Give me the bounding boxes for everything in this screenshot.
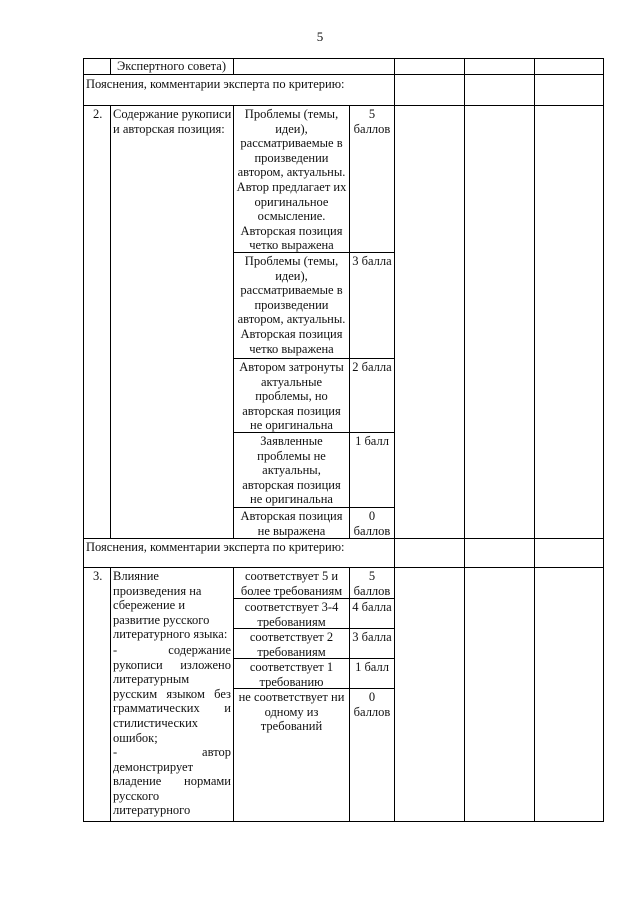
- level-description: не соответствует ни одному из требований: [238, 690, 345, 734]
- vline: [110, 58, 111, 75]
- level-description: Авторская позиция не выражена: [240, 509, 343, 538]
- requirement-item: - автор демонстрирует владение нормами русского литературного: [113, 745, 231, 818]
- level-score: 0 баллов: [353, 690, 391, 719]
- vline: [464, 58, 465, 822]
- criterion-title: Влияние произведения на сбережение и развитие русского литературного языка:: [113, 569, 228, 642]
- criterion-tail: Экспертного совета): [117, 59, 226, 73]
- criterion-title: Содержание рукописи и авторская позиция:: [113, 107, 232, 136]
- criterion-number: 2.: [93, 107, 103, 121]
- level-description: Проблемы (темы, идеи), рассматриваемые в произведении автором, актуальны. Автор предлагает их оригинальное осмысление. Авторская позиция четко выражена: [236, 107, 347, 253]
- level-score: 1 балл: [355, 660, 389, 674]
- comment-label: Пояснения, комментарии эксперта по критерию:: [86, 540, 345, 554]
- level-description: Проблемы (темы, идеи), рассматриваемые в произведении автором, актуальны. Авторская позиция четко выражена: [237, 254, 346, 356]
- vline: [603, 58, 604, 822]
- level-score: 5 баллов: [353, 107, 391, 136]
- hline: [233, 507, 394, 508]
- comment-label: Пояснения, комментарии эксперта по критерию:: [86, 77, 345, 91]
- level-score: 1 балл: [355, 434, 389, 448]
- criterion-number: 3.: [93, 569, 103, 583]
- level-description: соответствует 1 требованию: [249, 660, 334, 689]
- level-description: соответствует 5 и более требованиям: [240, 569, 343, 598]
- level-score: 4 балла: [352, 600, 392, 614]
- level-score: 3 балла: [352, 630, 392, 644]
- level-description: Автором затронуты актуальные проблемы, но авторская позиция не оригинальна: [239, 360, 344, 433]
- level-description: соответствует 3-4 требованиям: [244, 600, 339, 629]
- level-score: 5 баллов: [353, 569, 391, 598]
- hline: [233, 358, 394, 359]
- hline: [83, 567, 604, 568]
- level-description: Заявленные проблемы не актуальны, авторская позиция не оригинальна: [242, 434, 341, 507]
- level-score: 0 баллов: [353, 509, 391, 538]
- hline: [83, 74, 604, 75]
- vline: [233, 567, 234, 822]
- vline: [394, 58, 395, 822]
- vline: [349, 105, 350, 539]
- vline: [110, 567, 111, 822]
- level-score: 2 балла: [352, 360, 392, 374]
- requirement-item: - содержание рукописи изложено литературным русским языком без грамматических и стилистических ошибок;: [113, 643, 231, 745]
- vline: [233, 105, 234, 539]
- level-description: соответствует 2 требованиям: [249, 630, 334, 659]
- hline: [83, 105, 604, 106]
- page-number: 5: [316, 29, 324, 44]
- hline: [83, 821, 604, 822]
- vline: [534, 58, 535, 822]
- level-score: 3 балла: [352, 254, 392, 268]
- vline: [83, 58, 84, 822]
- vline: [233, 58, 234, 75]
- vline: [110, 105, 111, 539]
